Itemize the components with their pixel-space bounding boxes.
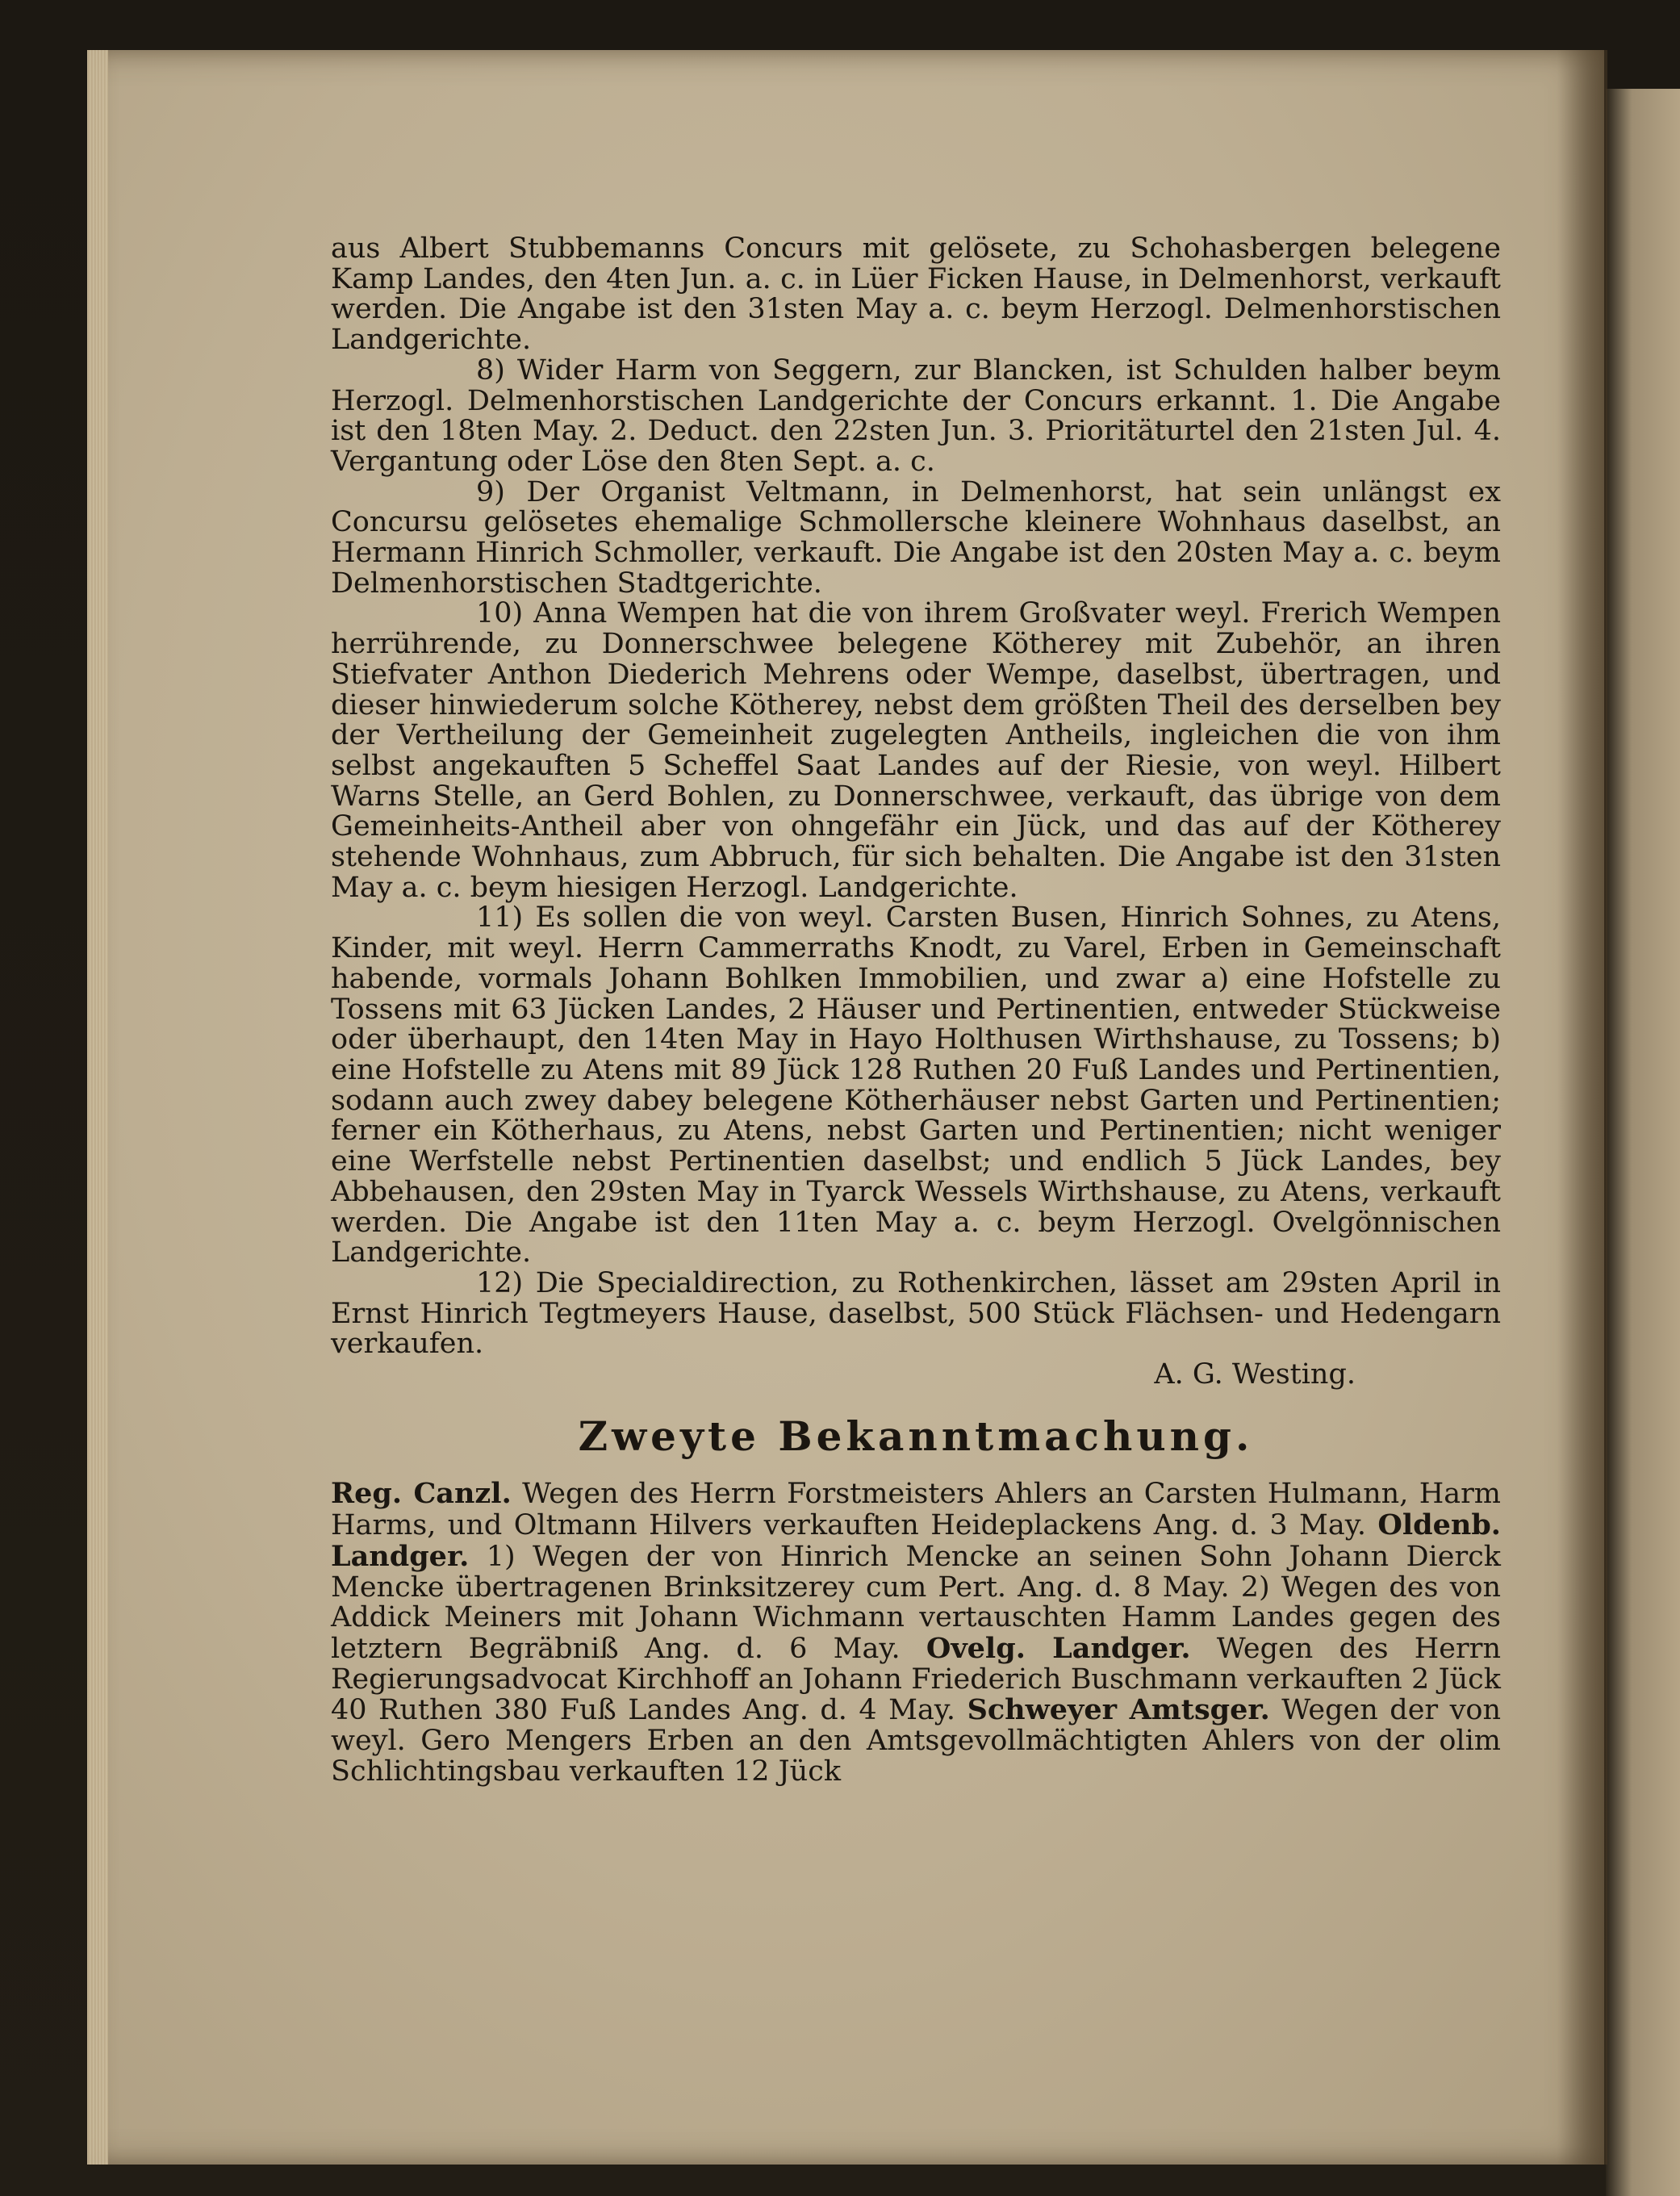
- entry-text: 1) Wegen der von Hinrich Mencke an seinen Sohn Johann Dierck Mencke übertragenen Brinksitzerey cum Pert. Ang. d. 8 May. 2) Wegen des von Addick Meiners mit Johann Wichmann vertauschten Hamm Landes gegen des letztern Begräbniß Ang. d. 6 May.: [331, 1540, 1501, 1665]
- paragraph-item-12: 12) Die Specialdirection, zu Rothenkirchen, lässet am 29sten April in Ernst Hinrich Tegtmeyers Hause, daselbst, 500 Stück Flächsen- und Hedengarn verkaufen.: [331, 1266, 1501, 1361]
- page-text-block: [331, 234, 1501, 1787]
- section2-paragraph: [331, 1479, 1501, 1787]
- paragraph-continuation: aus Albert Stubbemanns Concurs mit gelösete, zu Schohasbergen belegene Kamp Landes, den 4ten Jun. a. c. in Lüer Ficken Hause, in Delmenhorst, verkauft werden. Die Angabe ist den 31sten May a. c. beym Herzogl. Delmenhorstischen Landgerichte.: [331, 232, 1501, 357]
- signature: A. G. Westing.: [1154, 1358, 1356, 1391]
- page-stack-edges: [87, 50, 108, 2165]
- facing-page-edge: [1606, 89, 1680, 2196]
- court-ref: Oldenb. Landger.: [331, 1508, 1501, 1573]
- court-ref: Reg. Canzl.: [331, 1477, 512, 1511]
- paragraph-item-8: 8) Wider Harm von Seggern, zur Blancken, ist Schulden halber beym Herzogl. Delmenhorstischen Landgerichte der Concurs erkannt. 1. Die Angabe ist den 18ten May. 2. Deduct. den 22sten Jun. 3. Prioritäturtel den 21sten Jul. 4. Vergantung oder Löse den 8ten Sept. a. c.: [331, 353, 1501, 478]
- paragraph-item-9: 9) Der Organist Veltmann, in Delmenhorst, hat sein unlängst ex Concursu gelösetes ehemalige Schmollersche kleinere Wohnhaus daselbst, an Hermann Hinrich Schmoller, verkauft. Die Angabe ist den 20sten May a. c. beym Delmenhorstischen Stadtgerichte.: [331, 475, 1501, 600]
- entry-text: Wegen des Herrn Regierungsadvocat Kirchhoff an Johann Friederich Buschmann verkauften 2 Jück 40 Ruthen 380 Fuß Landes Ang. d. 4 May.: [331, 1632, 1501, 1727]
- binding-gutter-shadow: [1557, 50, 1607, 2165]
- section-heading: Zweyte Bekanntmachung.: [578, 1412, 1254, 1460]
- paragraph-item-11: 11) Es sollen die von weyl. Carsten Busen, Hinrich Sohnes, zu Atens, Kinder, mit weyl. Herrn Cammerraths Knodt, zu Varel, Erben in Gemeinschaft habende, vormals Johann Bohlken Immobilien, und zwar a) eine Hofstelle zu Tossens mit 63 Jücken Landes, 2 Häuser und Pertinentien, entweder Stückweise oder überhaupt, den 14ten May in Hayo Holthusen Wirthshause, zu Tossens; b) eine Hofstelle zu Atens mit 89 Jück 128 Ruthen 20 Fuß Landes und Pertinentien, sodann auch zwey dabey belegene Kötherhäuser nebst Garten und Pertinentien; ferner ein Kötherhaus, zu Atens, nebst Garten und Pertinentien; nicht weniger eine Werfstelle nebst Pertinentien daselbst; und endlich 5 Jück Landes, bey Abbehausen, den 29sten May in Tyarck Wessels Wirthshause, zu Atens, verkauft werden. Die Angabe ist den 11ten May a. c. beym Herzogl. Ovelgönnischen Landgerichte.: [331, 901, 1501, 1269]
- court-ref: Ovelg. Landger.: [926, 1631, 1191, 1665]
- court-ref: Schweyer Amtsger.: [967, 1693, 1270, 1727]
- entry-text: Wegen des Herrn Forstmeisters Ahlers an Carsten Hulmann, Harm Harms, und Oltmann Hilvers verkauften Heideplackens Ang. d. 3 May.: [331, 1478, 1501, 1542]
- entry-text: Wegen der von weyl. Gero Mengers Erben an den Amtsgevollmächtigten Ahlers von der olim Schlichtingsbau verkauften 12 Jück: [331, 1694, 1502, 1788]
- paragraph-item-10: 10) Anna Wempen hat die von ihrem Großvater weyl. Frerich Wempen herrührende, zu Donnerschwee belegene Kötherey mit Zubehör, an ihren Stiefvater Anthon Diederich Mehrens oder Wempe, daselbst, übertragen, und dieser hinwiederum solche Kötherey, nebst dem größten Theil des derselben bey der Vertheilung der Gemeinheit zugelegten Antheils, ingleichen die von ihm selbst angekauften 5 Scheffel Saat Landes auf der Riesie, von weyl. Hilbert Warns Stelle, an Gerd Bohlen, zu Donnerschwee, verkauft, das übrige von dem Gemeinheits-Antheil aber von ohngefähr ein Jück, und das auf der Kötherey stehende Wohnhaus, zum Abbruch, für sich behalten. Die Angabe ist den 31sten May a. c. beym hiesigen Herzogl. Landgerichte.: [331, 597, 1501, 904]
